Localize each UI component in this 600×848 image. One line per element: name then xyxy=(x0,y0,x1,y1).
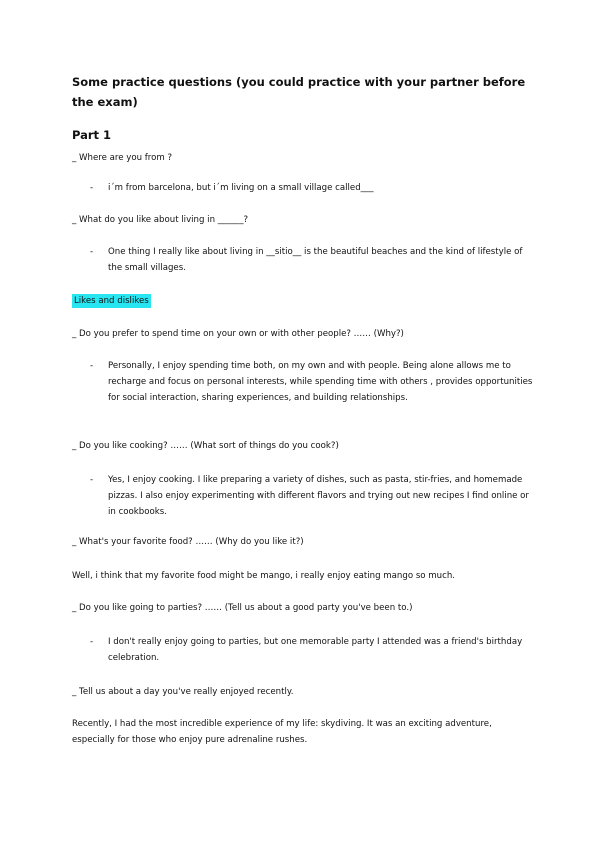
answer-7: Recently, I had the most incredible experience of my life: skydiving. It was an exciting adventure, especially for those who enjoy pure adrenaline rushes. xyxy=(72,719,492,745)
bullet-dash: - xyxy=(90,247,94,257)
answer-3: Personally, I enjoy spending time both, on my own and with people. Being alone allows me to recharge and focus on personal interests, while spending time with others , provides opportunities for social interaction, sharing experiences, and building relationships. xyxy=(108,361,533,403)
bullet-dash: - xyxy=(90,637,94,647)
question-1: _ Where are you from ? xyxy=(72,153,173,163)
question-4: _ Do you like cooking? …… (What sort of things do you cook?) xyxy=(72,441,339,451)
question-7: _ Tell us about a day you've really enjoyed recently. xyxy=(72,687,294,697)
part-1-heading: Part 1 xyxy=(72,128,112,142)
question-3: _ Do you prefer to spend time on your own or with other people? …… (Why?) xyxy=(72,329,404,339)
bullet-dash: - xyxy=(90,475,94,485)
answer-6: I don't really enjoy going to parties, but one memorable party I attended was a friend's birthday celebration. xyxy=(108,637,523,663)
answer-1: i´m from barcelona, but i´m living on a small village called___ xyxy=(108,183,374,193)
question-6: _ Do you like going to parties? …… (Tell us about a good party you've been to.) xyxy=(72,603,413,613)
page-title: Some practice questions (you could practice with your partner before the exam) xyxy=(72,75,526,109)
bullet-dash: - xyxy=(90,361,94,371)
answer-2: One thing I really like about living in __sitio__ is the beautiful beaches and the kind of lifestyle of the small villages. xyxy=(108,247,523,273)
bullet-dash: - xyxy=(90,183,94,193)
question-5: _ What's your favorite food? …… (Why do you like it?) xyxy=(72,537,304,547)
section-likes-dislikes: Likes and dislikes xyxy=(74,296,149,306)
question-2: _ What do you like about living in ______? xyxy=(72,215,249,225)
answer-4: Yes, I enjoy cooking. I like preparing a variety of dishes, such as pasta, stir-fries, and homemade pizzas. I also enjoy experimenting with different flavors and trying out new recipes I find online or in cookbooks. xyxy=(108,475,529,517)
answer-5: Well, i think that my favorite food might be mango, i really enjoy eating mango so much. xyxy=(72,571,456,581)
